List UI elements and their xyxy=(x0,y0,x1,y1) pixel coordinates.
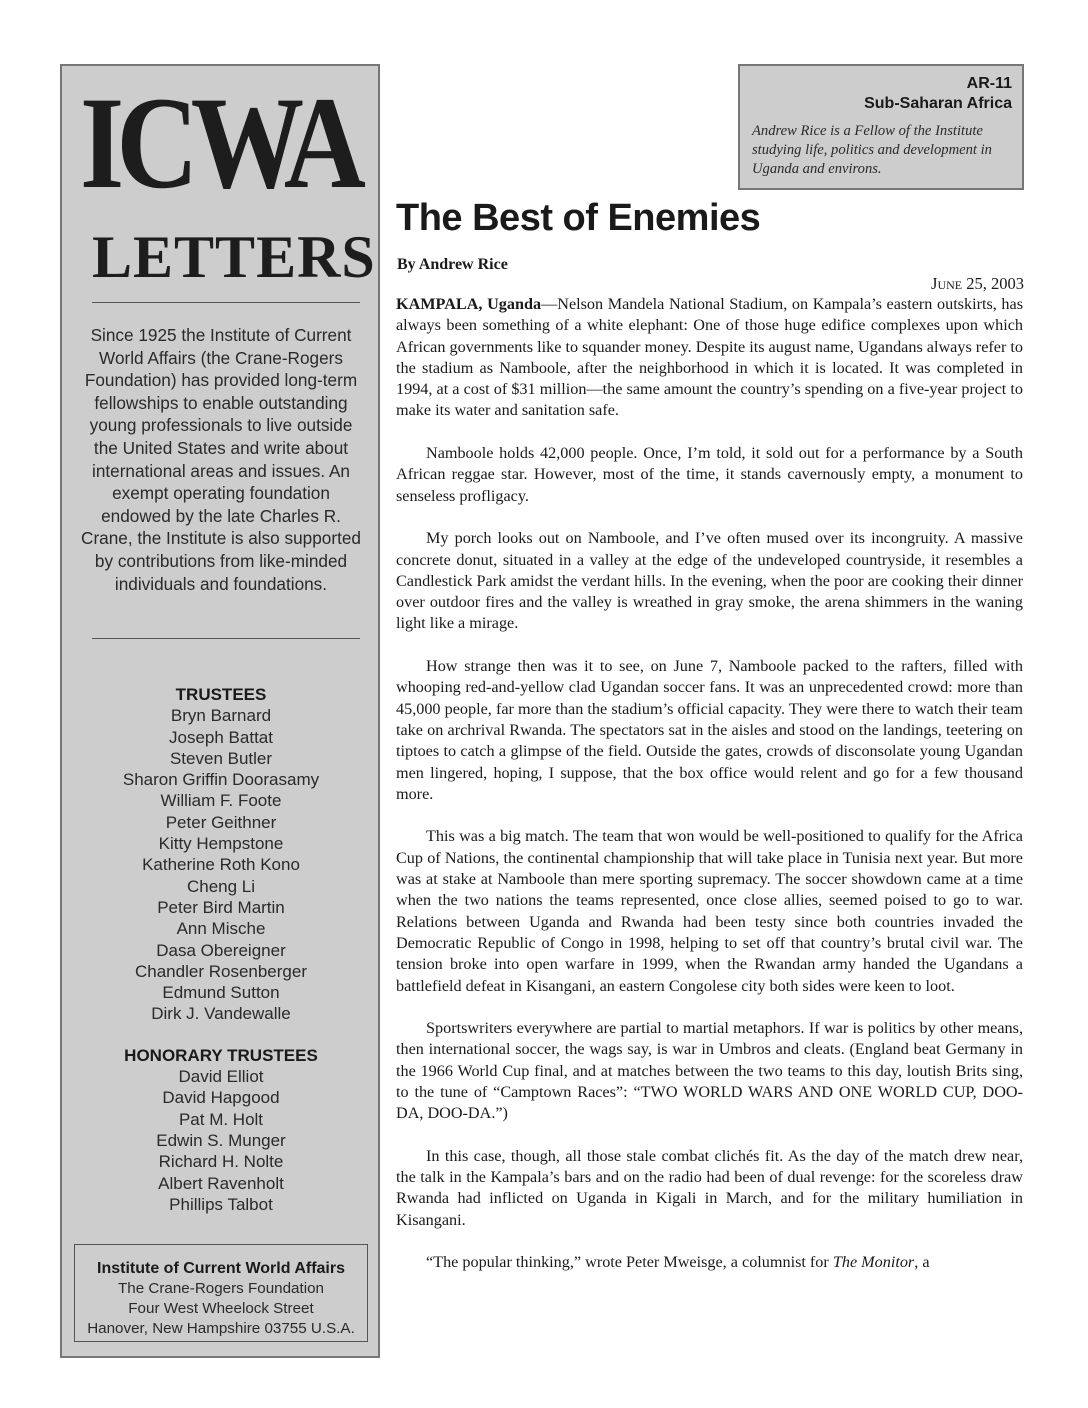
trustee-name: Chandler Rosenberger xyxy=(135,961,307,981)
divider xyxy=(92,302,360,303)
paragraph: This was a big match. The team that won would be well-positioned to qualify for the Africa Cup of Nations, the continental championship that will take place in Tunisia next year. But more was at stake at Namboole than mere sporting supremacy. The soccer showdown came at a time when the two nations the teams represented, once close allies, seemed poised to go to war. Relations between Uganda and Rwanda had been testy since both countries invaded the Democratic Republic of Congo in 1998, helping to set off that country’s brutal civil war. The tension broke into open warfare in 1999, when the Rwandan army handed the Ugandans a battlefield defeat in Kisangani, an eastern Congolese city both sides were keen to loot. xyxy=(396,827,1023,995)
trustee-name: Peter Bird Martin xyxy=(157,897,285,917)
paragraph: In this case, though, all those stale combat clichés fit. As the day of the match drew near, the talk in the Kampala’s bars and on the radio had been of dual revenge: for the scoreless draw Rwanda had inflicted on Uganda in Kigali in March, and for the military humiliation in Kisangani. xyxy=(396,1146,1023,1229)
sidebar xyxy=(60,64,380,1358)
trustee-name: Cheng Li xyxy=(186,876,256,896)
trustee-name: William F. Foote xyxy=(160,791,282,811)
paragraph-text: “The popular thinking,” wrote Peter Mweisge, a columnist for xyxy=(426,1253,833,1272)
paragraph xyxy=(396,294,1023,422)
honorary-trustee-name: David Elliot xyxy=(178,1067,264,1087)
trustee-name: Steven Butler xyxy=(169,748,273,768)
masthead-subtitle: LETTERS xyxy=(92,224,376,290)
trustee-name: Dasa Obereigner xyxy=(156,940,286,960)
dateline: KAMPALA, Uganda xyxy=(396,295,542,313)
honorary-trustee-name: Phillips Talbot xyxy=(169,1194,273,1214)
honorary-trustee-name: Albert Ravenholt xyxy=(158,1173,284,1193)
institute-description: Since 1925 the Institute of Current World Affairs (the Crane-Rogers Foundation) has provided long-term fellowships to enable outstanding young professionals to live outside the United States and write about international areas and issues. An exempt operating foundation endowed by the late Charles R. Crane, the Institute is also supported by contributions from like-minded individuals and foundations. xyxy=(81,325,361,594)
trustees-list xyxy=(70,684,372,1215)
paragraph-text: , a xyxy=(914,1253,930,1272)
honorary-trustees-heading: HONORARY TRUSTEES xyxy=(124,1045,318,1065)
trustee-name: Dirk J. Vandewalle xyxy=(151,1004,291,1024)
trustee-name: Sharon Griffin Doorasamy xyxy=(122,770,320,790)
address-city: Hanover, New Hampshire 03755 U.S.A. xyxy=(87,1320,355,1337)
article-body xyxy=(396,294,1023,1274)
honorary-trustee-name: Edwin S. Munger xyxy=(156,1130,286,1150)
paragraph: Namboole holds 42,000 people. Once, I’m told, it sold out for a performance by a South African reggae star. However, most of the time, it stands cavernously empty, a monument to senseless profligacy. xyxy=(396,444,1023,505)
paragraph xyxy=(396,1252,1023,1273)
trustee-name: Ann Mische xyxy=(176,919,266,939)
trustee-name: Katherine Roth Kono xyxy=(142,855,300,875)
paragraph: How strange then was it to see, on June 7, Namboole packed to the rafters, filled with whooping red-and-yellow clad Ugandan soccer fans. It was an unprecedented crowd: more than 45,000 people, far more than the stadium’s official capacity. They were there to watch their team take on archrival Rwanda. The spectators sat in the aisles and stood on the landings, teetering on tiptoes to catch a glimpse of the field. Outside the gates, crowds of disconsolate young Ugandan men lingered, hoping, I suppose, that the box office would relent and go for a few thousand more. xyxy=(396,657,1023,803)
letter-code: AR-11 xyxy=(966,75,1012,92)
publication-name: The Monitor xyxy=(832,1253,915,1272)
honorary-trustee-name: Richard H. Nolte xyxy=(158,1152,284,1172)
spacer xyxy=(70,1025,372,1045)
trustee-name: Bryn Barnard xyxy=(170,706,272,726)
trustee-name: Kitty Hempstone xyxy=(158,834,284,854)
article-title: The Best of Enemies xyxy=(396,197,761,239)
region-label: Sub-Saharan Africa xyxy=(864,95,1012,112)
paragraph: Sportswriters everywhere are partial to martial metaphors. If war is politics by other means, then international soccer, the wags say, is war in Umbros and cleats. (England beat Germany in the 1966 World Cup final, and at matches between the two teams to this day, loutish Brits sing, to the tune of “Camptown Races”: “TWO WORLD WARS AND ONE WORLD CUP, DOO-DA, DOO-DA.”) xyxy=(396,1019,1023,1123)
trustee-name: Joseph Battat xyxy=(169,727,273,747)
masthead-logo: ICWA xyxy=(80,69,359,216)
honorary-trustee-name: Pat M. Holt xyxy=(178,1109,264,1129)
fellow-description: Andrew Rice is a Fellow of the Institute studying life, politics and development in Uganda and environs. xyxy=(752,123,992,177)
address-street: Four West Wheelock Street xyxy=(128,1300,314,1317)
institute-address xyxy=(74,1244,368,1342)
article-date: June 25, 2003 xyxy=(931,274,1024,293)
fellow-info-box xyxy=(738,64,1024,190)
trustees-heading: TRUSTEES xyxy=(175,685,267,704)
address-foundation: The Crane-Rogers Foundation xyxy=(118,1280,324,1297)
trustee-name: Edmund Sutton xyxy=(162,983,280,1003)
divider xyxy=(92,638,360,639)
honorary-trustee-name: David Hapgood xyxy=(162,1088,280,1108)
address-org: Institute of Current World Affairs xyxy=(97,1260,345,1277)
paragraph-text: —Nelson Mandela National Stadium, on Kampala’s eastern outskirts, has always been something of a white elephant: One of those huge edifice complexes upon which African governments like to squander money. Despite its august name, Ugandans always refer to the stadium as Namboole, after the neighborhood in which it is located. It was completed in 1994, at a cost of $31 million—the same amount the country’s spending on a five-year project to make its water and sanitation safe. xyxy=(396,295,1023,420)
trustee-name: Peter Geithner xyxy=(165,812,277,832)
paragraph: My porch looks out on Namboole, and I’ve often mused over its incongruity. A massive concrete donut, situated in a valley at the edge of the undeveloped countryside, it resembles a Candlestick Park amidst the verdant hills. In the evening, when the poor are cooking their dinner over outdoor fires and the valley is wreathed in gray smoke, the arena shimmers in the waning light like a mirage. xyxy=(396,529,1023,633)
article-byline: By Andrew Rice xyxy=(397,256,508,273)
